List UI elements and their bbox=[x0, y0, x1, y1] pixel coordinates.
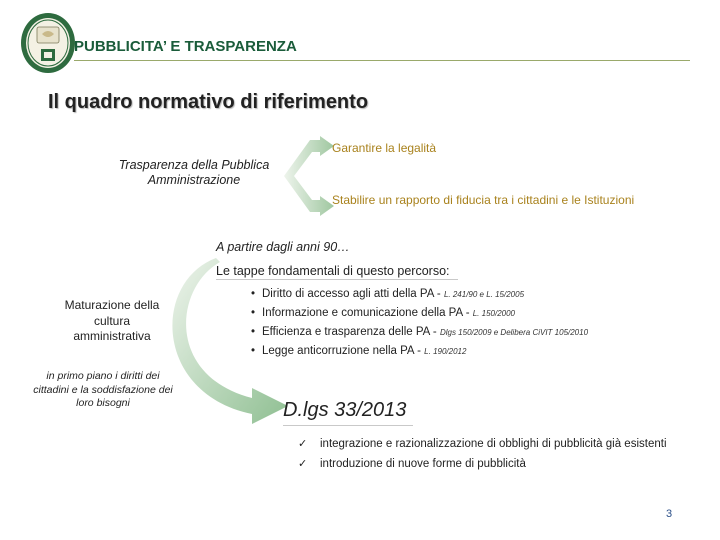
goal-trust: Stabilire un rapporto di fiducia tra i cittadini e le Istituzioni bbox=[332, 193, 635, 207]
decree-title: D.lgs 33/2013 bbox=[283, 399, 407, 421]
focus-label: in primo piano i diritti dei cittadini e la soddisfazione dei loro bisogni bbox=[33, 370, 173, 409]
list-item: • Informazione e comunicazione della PA - L. 150/2000 bbox=[251, 307, 515, 319]
list-item: • Diritto di accesso agli atti della PA - L. 241/90 e L. 15/2005 bbox=[251, 288, 525, 300]
maturation-label: Maturazione della cultura amministrativa bbox=[64, 298, 160, 343]
list-item: ✓ integrazione e razionalizzazione di obblighi di pubblicità già esistenti bbox=[298, 434, 667, 454]
list-item: • Legge anticorruzione nella PA - L. 190/2012 bbox=[251, 345, 467, 357]
header-divider bbox=[74, 60, 690, 61]
goal-legality: Garantire la legalità bbox=[332, 141, 437, 155]
decree-title-divider bbox=[283, 425, 413, 426]
list-item: • Efficienza e trasparenza delle PA - Dlgs 150/2009 e Delibera CiVIT 105/2010 bbox=[251, 326, 589, 338]
list-item: ✓ introduzione di nuove forme di pubblicità bbox=[298, 454, 667, 474]
steps-heading: Le tappe fondamentali di questo percorso: bbox=[216, 264, 450, 278]
bracket-arrow-icon bbox=[276, 136, 336, 216]
since-label: A partire dagli anni 90… bbox=[216, 240, 350, 254]
check-icon: ✓ bbox=[298, 458, 308, 470]
page-number: 3 bbox=[666, 508, 673, 520]
decree-points-list bbox=[298, 434, 667, 474]
check-icon: ✓ bbox=[298, 438, 308, 450]
section-title: Il quadro normativo di riferimento bbox=[48, 91, 369, 113]
transparency-label: Trasparenza della Pubblica Amministrazione bbox=[118, 158, 270, 187]
seal-logo-icon bbox=[20, 12, 76, 74]
header-title: PUBBLICITA’ E TRASPARENZA bbox=[74, 38, 297, 55]
